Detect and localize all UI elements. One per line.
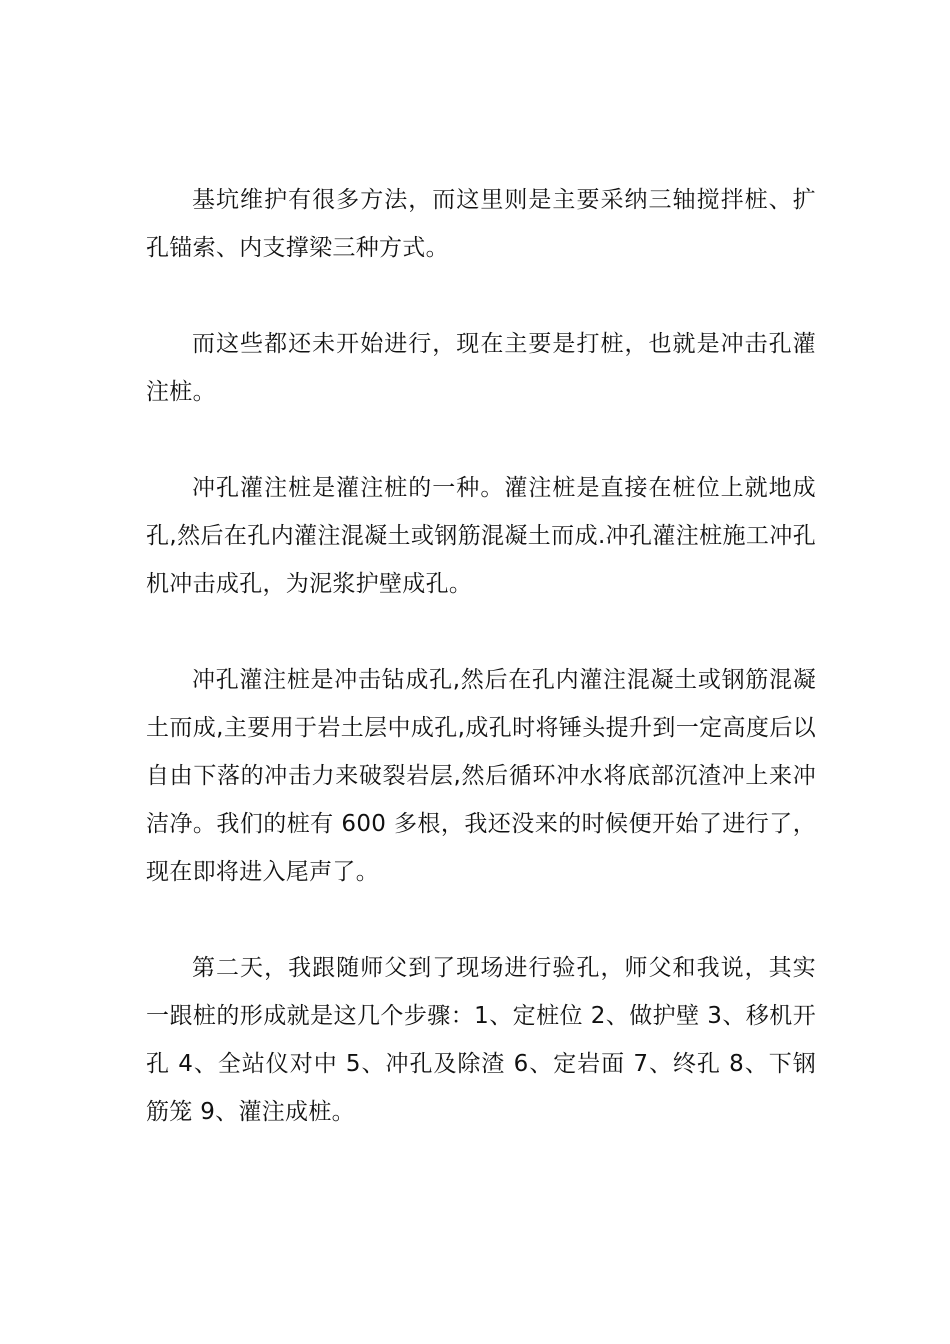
paragraph-drilling-process: 冲孔灌注桩是冲击钻成孔,然后在孔内灌注混凝土或钢筋混凝土而成,主要用于岩土层中成孔,成孔时将锤头提升到一定高度后以自由下落的冲击力来破裂岩层,然后循环冲水将底部沉渣冲上来冲洁净。我们的桩有 600 多根，我还没来的时候便开始了进行了，现在即将进入尾声了。	[146, 667, 816, 885]
paragraph-foundation-pit-methods: 基坑维护有很多方法，而这里则是主要采纳三轴搅拌桩、扩孔锚索、内支撑梁三种方式。	[146, 187, 816, 261]
paragraph-pile-steps: 第二天，我跟随师父到了现场进行验孔，师父和我说，其实一跟桩的形成就是这几个步骤：1、定桩位 2、做护壁 3、移机开孔 4、全站仪对中 5、冲孔及除渣 6、定岩面 7、终孔 8、下钢筋笼 9、灌注成桩。	[146, 955, 816, 1125]
paragraph-bored-pile-definition: 冲孔灌注桩是灌注桩的一种。灌注桩是直接在桩位上就地成孔,然后在孔内灌注混凝土或钢筋混凝土而成.冲孔灌注桩施工冲孔机冲击成孔，为泥浆护壁成孔。	[146, 475, 816, 597]
document-body	[146, 176, 816, 1136]
paragraph-piling-status: 而这些都还未开始进行，现在主要是打桩，也就是冲击孔灌注桩。	[146, 331, 816, 405]
